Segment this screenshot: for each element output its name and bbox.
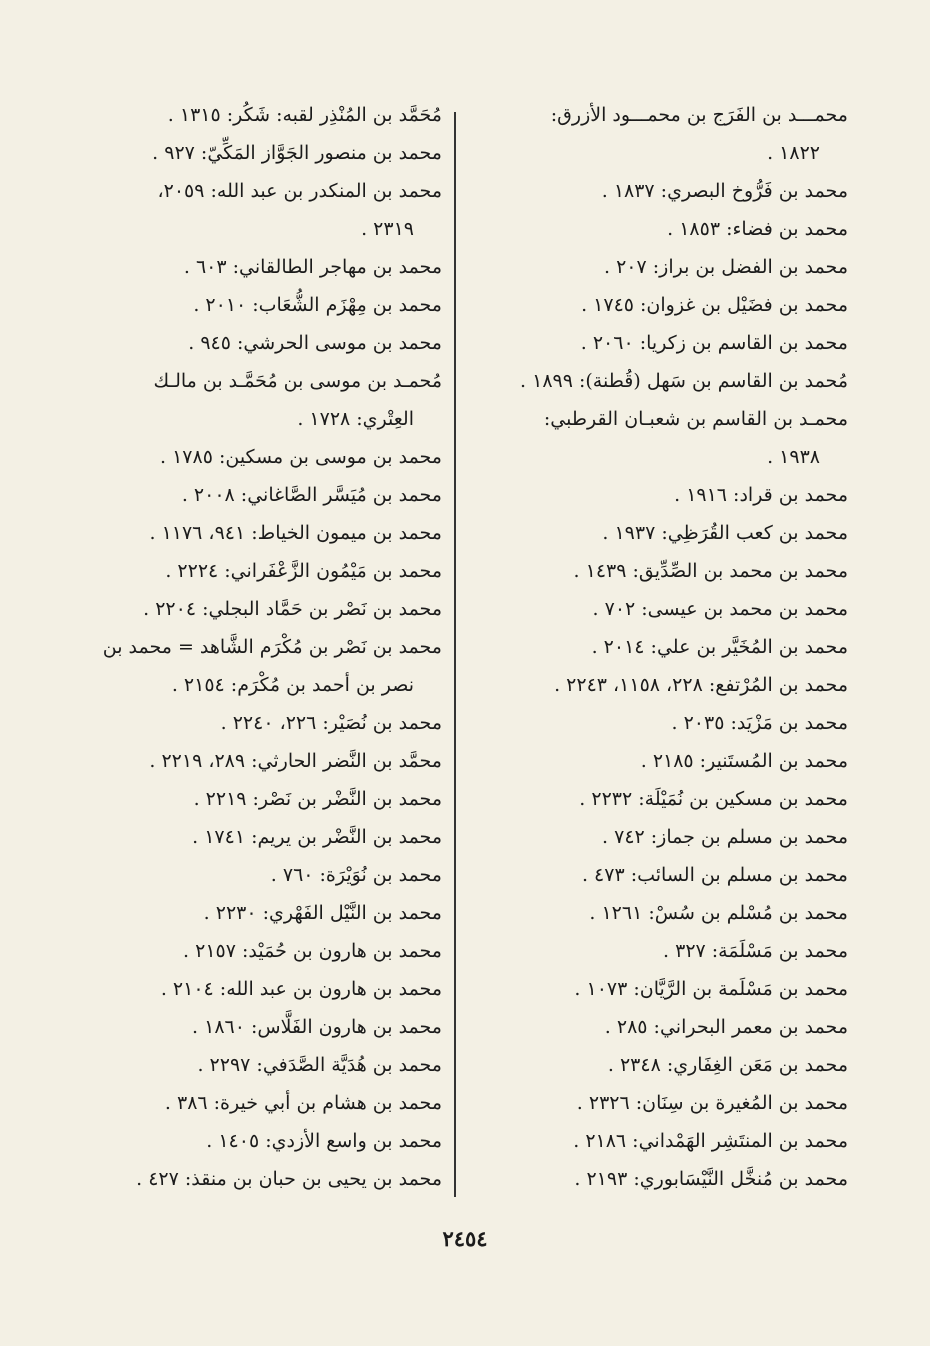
entry-line: محمد بن مُيَسَّر الصَّاغاني: ٢٠٠٨ . bbox=[181, 484, 442, 506]
index-entry bbox=[453, 1084, 848, 1122]
index-entry bbox=[453, 780, 848, 818]
entry-line: محمد بن معمر البحراني: ٢٨٥ . bbox=[604, 1016, 848, 1038]
index-entry bbox=[47, 438, 442, 476]
entry-line: محمد بن المُرْتفع: ٢٢٨، ١١٥٨، ٢٢٤٣ . bbox=[554, 674, 848, 696]
index-entry bbox=[453, 1160, 848, 1198]
entry-line: محمد بن موسى بن مسكين: ١٧٨٥ . bbox=[160, 446, 442, 468]
entry-continuation: نصر بن أحمد بن مُكْرَم: ٢١٥٤ . bbox=[171, 674, 414, 696]
entry-line: محمد بن نُصَيْر: ٢٢٦، ٢٢٤٠ . bbox=[220, 712, 442, 734]
index-entry bbox=[47, 628, 442, 704]
entry-line: محمد بن مسكين بن نُمَيْلَة: ٢٢٣٢ . bbox=[579, 788, 848, 810]
index-entry bbox=[453, 856, 848, 894]
entry-line: محمد بن النَّيْل الفَهْري: ٢٢٣٠ . bbox=[203, 902, 442, 924]
index-entry bbox=[453, 1122, 848, 1160]
entry-line: محمد بن فَرُّوخ البصري: ١٨٣٧ . bbox=[601, 180, 848, 202]
entry-line: محمد بن مَعَن الغِفَاري: ٢٣٤٨ . bbox=[607, 1054, 848, 1076]
left-column bbox=[47, 96, 442, 1198]
index-entry bbox=[453, 552, 848, 590]
entry-line: محمد بن المنكدر بن عبد الله: ٢٠٥٩، bbox=[157, 180, 442, 202]
entry-line: محمد بن الفضل بن براز: ٢٠٧ . bbox=[604, 256, 848, 278]
index-entry bbox=[47, 856, 442, 894]
index-entry bbox=[47, 172, 442, 248]
index-entry bbox=[47, 1122, 442, 1160]
entry-line: محمد بن هارون بن حُمَيْد: ٢١٥٧ . bbox=[183, 940, 442, 962]
column-divider bbox=[454, 112, 456, 1197]
index-entry bbox=[453, 400, 848, 476]
index-entry bbox=[47, 134, 442, 172]
index-entry bbox=[47, 248, 442, 286]
index-entry bbox=[47, 818, 442, 856]
index-entry bbox=[453, 248, 848, 286]
index-entry bbox=[47, 894, 442, 932]
index-entry bbox=[453, 324, 848, 362]
entry-line: محمد بن هُدَيَّة الصَّدَفي: ٢٢٩٧ . bbox=[197, 1054, 442, 1076]
index-entry bbox=[47, 552, 442, 590]
entry-continuation: ١٨٢٢ . bbox=[767, 142, 820, 164]
index-entry bbox=[47, 324, 442, 362]
entry-line: محمد بن يحيى بن حبان بن منقذ: ٤٢٧ . bbox=[136, 1168, 442, 1190]
entry-line: محمد بن مَسْلَمَة: ٣٢٧ . bbox=[663, 940, 848, 962]
entry-line: محمد بن مهاجر الطالقاني: ٦٠٣ . bbox=[183, 256, 442, 278]
index-entry bbox=[453, 742, 848, 780]
index-entry bbox=[47, 1160, 442, 1198]
index-entry bbox=[453, 96, 848, 172]
entry-line: محمد بن النَّضْر بن يريم: ١٧٤١ . bbox=[192, 826, 442, 848]
index-entry bbox=[47, 704, 442, 742]
index-entry bbox=[453, 476, 848, 514]
entry-line: محمد بن المُغيرة بن سِنَان: ٢٣٢٦ . bbox=[576, 1092, 848, 1114]
right-column bbox=[453, 96, 848, 1198]
entry-line: محمد بن مَيْمُون الزَّعْفَراني: ٢٢٢٤ . bbox=[165, 560, 442, 582]
index-entry bbox=[47, 1084, 442, 1122]
entry-line: مُحمد بن القاسم بن سَهل (قُطنة): ١٨٩٩ . bbox=[520, 370, 848, 392]
index-entry bbox=[47, 514, 442, 552]
entry-line: محمد بن نُوَيْرَة: ٧٦٠ . bbox=[270, 864, 442, 886]
entry-line: محمد بن هارون الفَلَّاس: ١٨٦٠ . bbox=[192, 1016, 442, 1038]
index-entry bbox=[47, 1008, 442, 1046]
entry-line: محمـد بن القاسم بن شعبـان القرطبي: bbox=[543, 408, 848, 430]
entry-line: محمد بن مسلم بن السائب: ٤٧٣ . bbox=[581, 864, 848, 886]
entry-line: محمد بن المُخَيَّر بن علي: ٢٠١٤ . bbox=[591, 636, 848, 658]
entry-line: محمد بن موسى الحرشي: ٩٤٥ . bbox=[188, 332, 442, 354]
entry-continuation: ١٩٣٨ . bbox=[767, 446, 820, 468]
entry-line: محمد بن مَسْلَمة بن الرَّيَّان: ١٠٧٣ . bbox=[574, 978, 848, 1000]
entry-line: محمد بن المنتَشِر الهَمْداني: ٢١٨٦ . bbox=[573, 1130, 848, 1152]
entry-line: محمد بن مَزْيَد: ٢٠٣٥ . bbox=[671, 712, 848, 734]
entry-line: محمد بن نَصْر بن مُكْرَم الشَّاهد = محمد بن bbox=[102, 636, 442, 658]
index-entry bbox=[47, 96, 442, 134]
index-entry bbox=[47, 286, 442, 324]
entry-line: مُحَمَّد بن المُنْذِر لقبه: شَكُر: ١٣١٥ . bbox=[167, 104, 442, 126]
index-entry bbox=[47, 362, 442, 438]
entry-line: محمد بن النَّضْر بن نَصْر: ٢٢١٩ . bbox=[193, 788, 442, 810]
entry-continuation: العِتْري: ١٧٢٨ . bbox=[297, 408, 414, 430]
index-entry bbox=[453, 362, 848, 400]
entry-line: محمد بن محمد بن عيسى: ٧٠٢ . bbox=[592, 598, 848, 620]
entry-line: محمد بن منصور الجَوَّاز المَكِّيّ: ٩٢٧ . bbox=[152, 142, 442, 164]
entry-line: محمَّد بن النَّضر الحارثي: ٢٨٩، ٢٢١٩ . bbox=[149, 750, 442, 772]
index-entry bbox=[453, 666, 848, 704]
index-entry bbox=[453, 1008, 848, 1046]
index-entry bbox=[453, 1046, 848, 1084]
index-entry bbox=[453, 704, 848, 742]
index-entry bbox=[453, 210, 848, 248]
entry-line: محمد بن كعب القُرَظِي: ١٩٣٧ . bbox=[602, 522, 848, 544]
entry-line: محمد بن القاسم بن زكريا: ٢٠٦٠ . bbox=[580, 332, 848, 354]
index-entry bbox=[453, 172, 848, 210]
entry-line: مُحمـد بن موسى بن مُحَمَّـد بن مالـك bbox=[153, 370, 442, 392]
index-entry bbox=[47, 1046, 442, 1084]
index-entry bbox=[453, 286, 848, 324]
entry-line: محمد بن مُسْلم بن سُسْ: ١٢٦١ . bbox=[589, 902, 848, 924]
entry-line: محمـــد بن الفَرَج بن محمـــود الأزرق: bbox=[550, 104, 848, 126]
index-entry bbox=[453, 970, 848, 1008]
entry-line: محمد بن قراد: ١٩١٦ . bbox=[674, 484, 848, 506]
entry-line: محمد بن فضاء: ١٨٥٣ . bbox=[667, 218, 848, 240]
entry-line: محمد بن محمد بن الصِّدِّيق: ١٤٣٩ . bbox=[573, 560, 848, 582]
entry-continuation: ٢٣١٩ . bbox=[361, 218, 414, 240]
index-entry bbox=[453, 894, 848, 932]
entry-line: محمد بن مِهْزَم الشُّعَاب: ٢٠١٠ . bbox=[193, 294, 442, 316]
entry-line: محمد بن هشام بن أبي خيرة: ٣٨٦ . bbox=[164, 1092, 442, 1114]
index-entry bbox=[453, 590, 848, 628]
index-entry bbox=[453, 932, 848, 970]
index-entry bbox=[47, 970, 442, 1008]
entry-line: محمد بن مُنخَّل النَّيْسَابوري: ٢١٩٣ . bbox=[574, 1168, 848, 1190]
index-entry bbox=[453, 818, 848, 856]
entry-line: محمد بن مسلم بن جماز: ٧٤٢ . bbox=[602, 826, 848, 848]
index-entry bbox=[47, 476, 442, 514]
entry-line: محمد بن واسع الأزدي: ١٤٠٥ . bbox=[206, 1130, 442, 1152]
index-entry bbox=[453, 514, 848, 552]
index-entry bbox=[47, 590, 442, 628]
entry-line: محمد بن هارون بن عبد الله: ٢١٠٤ . bbox=[160, 978, 442, 1000]
index-entry bbox=[47, 932, 442, 970]
entry-line: محمد بن ميمون الخياط: ٩٤١، ١١٧٦ . bbox=[149, 522, 442, 544]
index-entry bbox=[453, 628, 848, 666]
entry-line: محمد بن نَصْر بن حَمَّاد البجلي: ٢٢٠٤ . bbox=[143, 598, 442, 620]
entry-line: محمد بن المُستَنير: ٢١٨٥ . bbox=[640, 750, 848, 772]
entry-line: محمد بن فضَيْل بن غزوان: ١٧٤٥ . bbox=[581, 294, 848, 316]
page-number: ٢٤٥٤ bbox=[442, 1226, 488, 1251]
index-entry bbox=[47, 780, 442, 818]
index-entry bbox=[47, 742, 442, 780]
